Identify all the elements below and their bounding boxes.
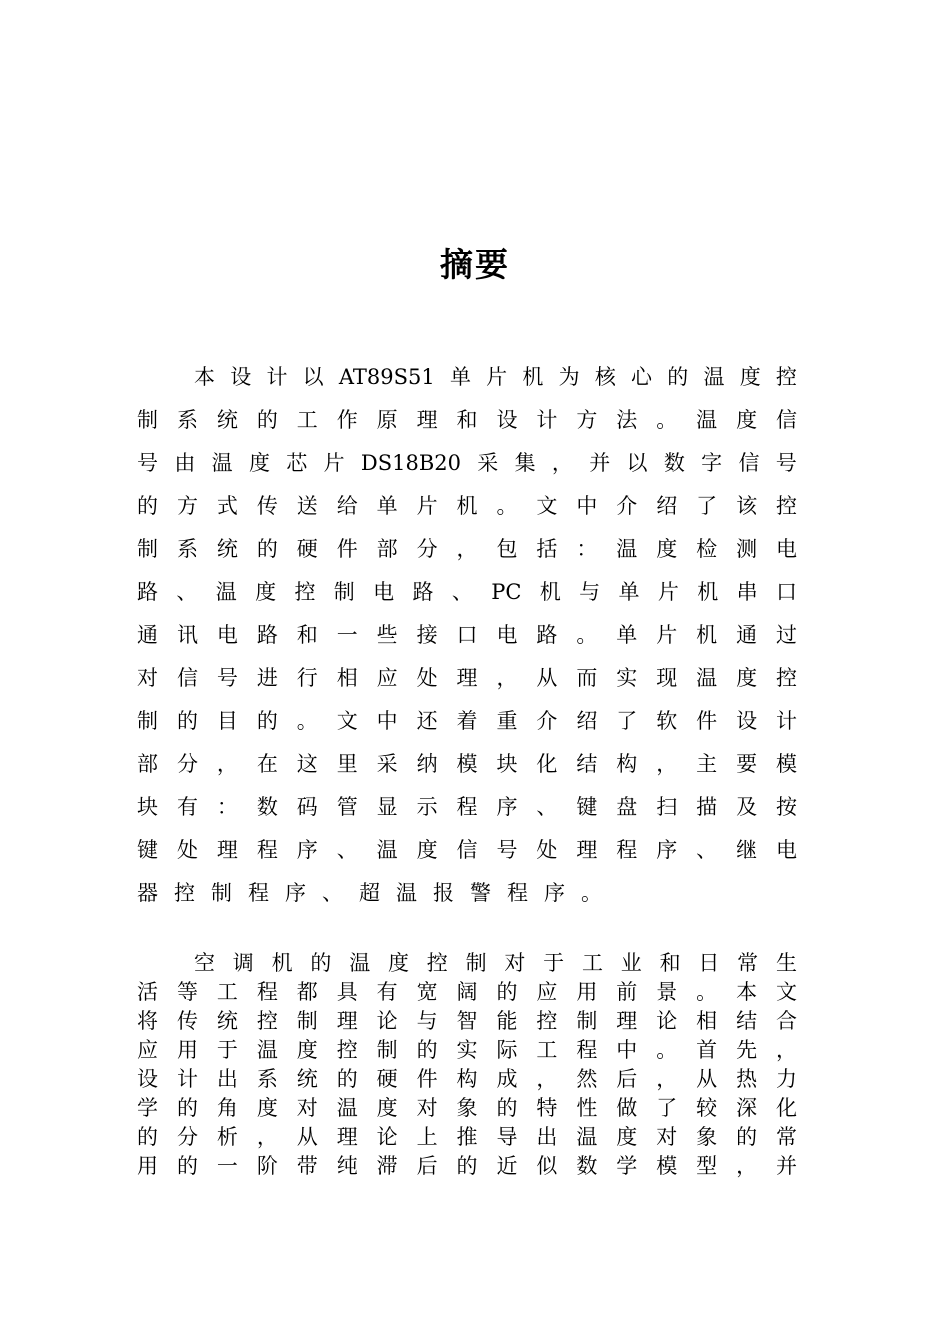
text-line: 部 分 ， 在 这 里 采 纳 模 块 化 结 构 ， 主 要 模: [137, 752, 797, 776]
text-line: 活 等 工 程 都 具 有 宽 阔 的 应 用 前 景 。 本 文: [137, 980, 797, 1004]
text-line: 对 信 号 进 行 相 应 处 理 ， 从 而 实 现 温 度 控: [137, 666, 797, 690]
page-title: 摘要: [440, 245, 510, 284]
text-line: 号 由 温 度 芯 片 DS18B20 采 集 ， 并 以 数 字 信 号: [137, 451, 797, 475]
text-line: 键 处 理 程 序 、 温 度 信 号 处 理 程 序 、 继 电: [137, 838, 797, 862]
text-line: 路 、 温 度 控 制 电 路 、 PC 机 与 单 片 机 串 口: [137, 580, 797, 604]
text-line: 将 传 统 控 制 理 论 与 智 能 控 制 理 论 相 结 合: [137, 1009, 797, 1033]
text-line: 制 系 统 的 硬 件 部 分 ， 包 括 ： 温 度 检 测 电: [137, 537, 797, 561]
text-line: 本 设 计 以 AT89S51 单 片 机 为 核 心 的 温 度 控: [194, 365, 797, 389]
text-line: 通 讯 电 路 和 一 些 接 口 电 路 。 单 片 机 通 过: [137, 623, 797, 647]
text-line: 设 计 出 系 统 的 硬 件 构 成 ， 然 后 ， 从 热 力: [137, 1067, 797, 1091]
text-line: 块 有 ： 数 码 管 显 示 程 序 、 键 盘 扫 描 及 按: [137, 795, 797, 819]
text-line: 用 的 一 阶 带 纯 滞 后 的 近 似 数 学 模 型 ， 并: [137, 1154, 797, 1178]
text-line: 空 调 机 的 温 度 控 制 对 于 工 业 和 日 常 生: [194, 951, 797, 975]
text-line: 器 控 制 程 序 、 超 温 报 警 程 序 。: [137, 881, 602, 905]
text-line: 的 方 式 传 送 给 单 片 机 。 文 中 介 绍 了 该 控: [137, 494, 797, 518]
text-line: 制 的 目 的 。 文 中 还 着 重 介 绍 了 软 件 设 计: [137, 709, 797, 733]
text-line: 的 分 析 ， 从 理 论 上 推 导 出 温 度 对 象 的 常: [137, 1125, 797, 1149]
text-line: 应 用 于 温 度 控 制 的 实 际 工 程 中 。 首 先 ，: [137, 1038, 797, 1062]
text-line: 学 的 角 度 对 温 度 对 象 的 特 性 做 了 较 深 化: [137, 1096, 797, 1120]
text-line: 制 系 统 的 工 作 原 理 和 设 计 方 法 。 温 度 信: [137, 408, 797, 432]
